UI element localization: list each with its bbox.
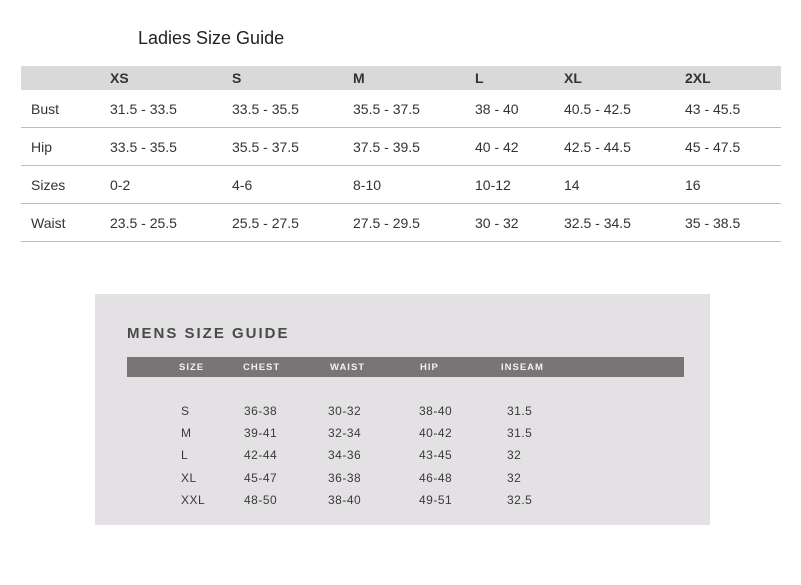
table-cell: 42-44 (244, 448, 278, 462)
mens-header-waist: WAIST (330, 361, 366, 373)
ladies-size-table (21, 66, 781, 242)
table-cell: 0-2 (110, 176, 131, 193)
table-cell: 14 (564, 176, 580, 193)
row-label: Hip (31, 138, 53, 155)
table-cell: 30-32 (328, 404, 362, 418)
table-cell: 38-40 (419, 404, 453, 418)
table-cell: 4-6 (232, 176, 253, 193)
table-cell: S (181, 404, 190, 418)
table-cell: 40-42 (419, 426, 453, 440)
table-cell: 33.5 - 35.5 (110, 138, 177, 155)
ladies-header-m: M (353, 70, 365, 86)
table-cell: 10-12 (475, 176, 511, 193)
table-cell: 37.5 - 39.5 (353, 138, 420, 155)
mens-header-size: SIZE (179, 361, 205, 373)
ladies-row-bust (21, 90, 781, 128)
mens-row-xl (95, 467, 710, 489)
ladies-header-l: L (475, 70, 484, 86)
table-cell: 23.5 - 25.5 (110, 214, 177, 231)
table-cell: 33.5 - 35.5 (232, 100, 299, 117)
ladies-table-header (21, 66, 781, 90)
table-cell: 32-34 (328, 426, 362, 440)
ladies-row-hip (21, 128, 781, 166)
table-cell: 32 (507, 471, 522, 485)
table-cell: 25.5 - 27.5 (232, 214, 299, 231)
ladies-header-xs: XS (110, 70, 129, 86)
row-label: Bust (31, 100, 60, 117)
table-cell: 35.5 - 37.5 (232, 138, 299, 155)
table-cell: 27.5 - 29.5 (353, 214, 420, 231)
table-cell: XL (181, 471, 197, 485)
table-cell: 32.5 - 34.5 (564, 214, 631, 231)
ladies-header-2xl: 2XL (685, 70, 711, 86)
table-cell: 16 (685, 176, 701, 193)
table-cell: 49-51 (419, 493, 453, 507)
table-cell: 45-47 (244, 471, 278, 485)
ladies-row-sizes (21, 166, 781, 204)
table-cell: 30 - 32 (475, 214, 519, 231)
ladies-size-guide-title: Ladies Size Guide (138, 28, 285, 48)
table-cell: 8-10 (353, 176, 382, 193)
mens-size-guide-title: MENS SIZE GUIDE (127, 325, 290, 342)
mens-size-guide-panel (95, 294, 710, 525)
table-cell: 34-36 (328, 448, 362, 462)
table-cell: 31.5 - 33.5 (110, 100, 177, 117)
table-cell: L (181, 448, 189, 462)
ladies-header-s: S (232, 70, 242, 86)
table-cell: 35 - 38.5 (685, 214, 741, 231)
table-cell: XXL (181, 493, 206, 507)
table-cell: 43-45 (419, 448, 453, 462)
table-cell: M (181, 426, 192, 440)
table-cell: 32.5 (507, 493, 533, 507)
table-cell: 40.5 - 42.5 (564, 100, 631, 117)
row-label: Sizes (31, 176, 66, 193)
row-label: Waist (31, 214, 66, 231)
table-cell: 36-38 (244, 404, 278, 418)
ladies-header-xl: XL (564, 70, 582, 86)
mens-row-s (95, 400, 710, 422)
table-cell: 35.5 - 37.5 (353, 100, 420, 117)
table-cell: 31.5 (507, 426, 533, 440)
mens-row-xxl (95, 489, 710, 511)
table-cell: 45 - 47.5 (685, 138, 741, 155)
mens-header-hip: HIP (420, 361, 439, 373)
table-cell: 39-41 (244, 426, 278, 440)
table-cell: 38-40 (328, 493, 362, 507)
table-cell: 42.5 - 44.5 (564, 138, 631, 155)
mens-table-header (127, 357, 684, 377)
table-cell: 40 - 42 (475, 138, 519, 155)
table-cell: 38 - 40 (475, 100, 519, 117)
ladies-row-waist (21, 204, 781, 242)
mens-row-m (95, 422, 710, 444)
table-cell: 43 - 45.5 (685, 100, 741, 117)
mens-header-chest: CHEST (243, 361, 281, 373)
table-cell: 32 (507, 448, 522, 462)
table-cell: 48-50 (244, 493, 278, 507)
mens-row-l (95, 444, 710, 466)
table-cell: 46-48 (419, 471, 453, 485)
table-cell: 31.5 (507, 404, 533, 418)
table-cell: 36-38 (328, 471, 362, 485)
mens-header-inseam: INSEAM (501, 361, 544, 373)
